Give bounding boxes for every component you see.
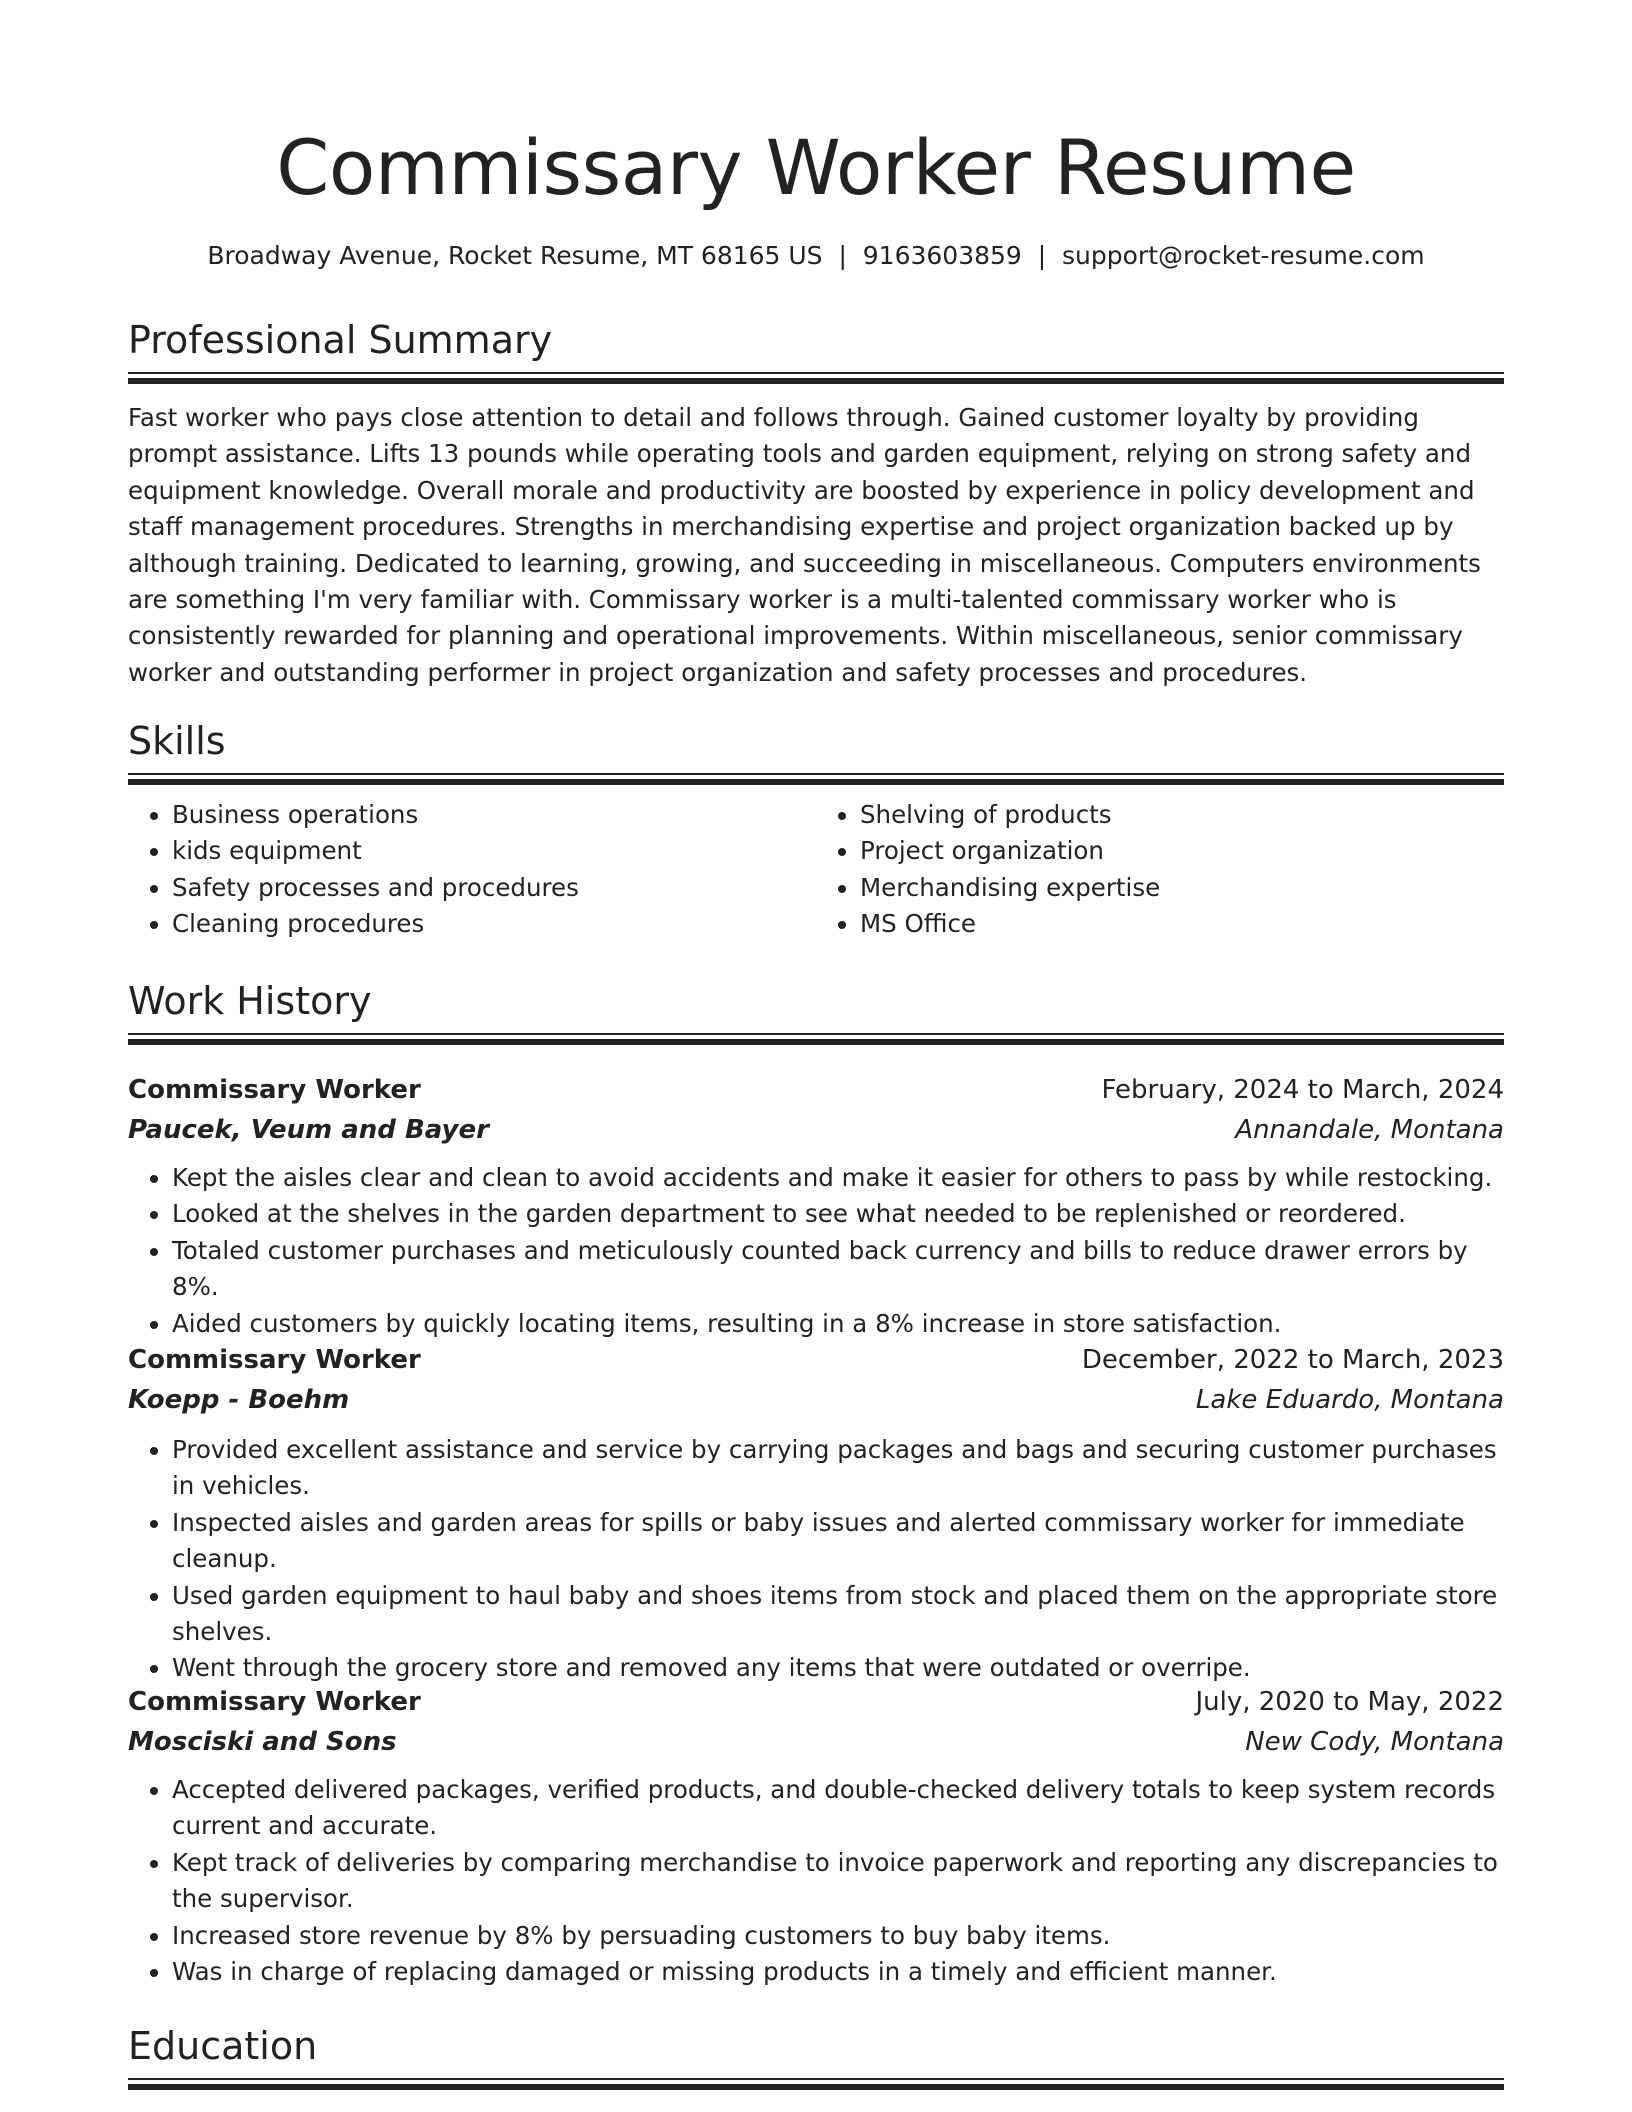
- skill-item: • kids equipment: [172, 833, 816, 869]
- job-duties-list: [128, 1160, 1504, 1342]
- skill-item: • Shelving of products: [860, 797, 1504, 833]
- section-divider: [128, 1033, 1504, 1045]
- job-duty: • Kept track of deliveries by comparing merchandise to invoice paperwork and reporting any discrepancies to the supervisor.: [172, 1845, 1504, 1918]
- job-title: Commissary Worker: [128, 1075, 421, 1105]
- job-duty: • Provided excellent assistance and service by carrying packages and bags and securing customer purchases in vehicles.: [172, 1432, 1504, 1505]
- skill-item: • Merchandising expertise: [860, 870, 1504, 906]
- job-duty: • Used garden equipment to haul baby and shoes items from stock and placed them on the appropriate store shelves.: [172, 1578, 1504, 1651]
- job-company-row: [128, 1380, 1504, 1420]
- job-duty: • Went through the grocery store and removed any items that were outdated or overripe.: [172, 1650, 1504, 1686]
- job-location: New Cody, Montana: [1245, 1727, 1504, 1757]
- job-dates: February, 2024 to March, 2024: [1101, 1075, 1504, 1105]
- job-title: Commissary Worker: [128, 1687, 421, 1717]
- job-duty: • Inspected aisles and garden areas for spills or baby issues and alerted commissary worker for immediate cleanup.: [172, 1505, 1504, 1578]
- work-history-section: [128, 977, 1504, 1045]
- work-history-heading: Work History: [128, 979, 372, 1023]
- job-location: Lake Eduardo, Montana: [1195, 1385, 1504, 1415]
- job-duty: • Increased store revenue by 8% by persuading customers to buy baby items.: [172, 1918, 1504, 1954]
- job-duty: • Totaled customer purchases and meticulously counted back currency and bills to reduce drawer errors by 8%.: [172, 1233, 1504, 1306]
- skills-heading: Skills: [128, 719, 226, 763]
- job-header-row: [128, 1682, 1504, 1722]
- contact-info: Broadway Avenue, Rocket Resume, MT 68165 US | 9163603859 | support@rocket-resume.com: [207, 241, 1425, 270]
- job-company: Paucek, Veum and Bayer: [128, 1115, 489, 1145]
- skill-item: • Project organization: [860, 833, 1504, 869]
- skills-section: [128, 717, 1504, 943]
- job-header-row: [128, 1340, 1504, 1380]
- section-divider: [128, 773, 1504, 785]
- summary-section: [128, 316, 1504, 691]
- job-entry: [128, 1340, 1504, 1687]
- summary-text: Fast worker who pays close attention to detail and follows through. Gained customer loyalty by providing prompt assistance. Lifts 13 pounds while operating tools and garden equipment, relying on strong safety and equipment knowledge. Overall morale and productivity are boosted by experience in policy development and staff management procedures. Strengths in merchandising expertise and project organization backed up by although training. Dedicated to learning, growing, and succeeding in miscellaneous. Computers environments are something I'm very familiar with. Commissary worker is a multi-talented commissary worker who is consistently rewarded for planning and operational improvements. Within miscellaneous, senior commissary worker and outstanding performer in project organization and safety processes and procedures.: [128, 403, 1481, 687]
- skills-list-right: [816, 797, 1504, 943]
- skill-item: • MS Office: [860, 906, 1504, 942]
- job-company-row: [128, 1722, 1504, 1762]
- job-duty: • Accepted delivered packages, verified products, and double-checked delivery totals to keep system records current and accurate.: [172, 1772, 1504, 1845]
- job-company: Mosciski and Sons: [128, 1727, 397, 1757]
- skills-columns: [128, 797, 1504, 943]
- job-duty: • Looked at the shelves in the garden department to see what needed to be replenished or reordered.: [172, 1196, 1504, 1232]
- job-company-row: [128, 1110, 1504, 1150]
- education-section: [128, 2022, 1504, 2090]
- job-dates: July, 2020 to May, 2022: [1195, 1687, 1504, 1717]
- job-entry: [128, 1682, 1504, 1990]
- section-divider: [128, 2078, 1504, 2090]
- job-title: Commissary Worker: [128, 1345, 421, 1375]
- job-duty: • Kept the aisles clear and clean to avoid accidents and make it easier for others to pass by while restocking.: [172, 1160, 1504, 1196]
- job-company: Koepp - Boehm: [128, 1385, 350, 1415]
- job-duties-list: [128, 1772, 1504, 1990]
- resume-title: Commissary Worker Resume: [276, 123, 1356, 212]
- skill-item: • Safety processes and procedures: [172, 870, 816, 906]
- skills-list-left: [128, 797, 816, 943]
- job-duty: • Aided customers by quickly locating items, resulting in a 8% increase in store satisfaction.: [172, 1306, 1504, 1342]
- job-dates: December, 2022 to March, 2023: [1081, 1345, 1504, 1375]
- section-divider: [128, 372, 1504, 384]
- skill-item: • Business operations: [172, 797, 816, 833]
- job-duties-list: [128, 1432, 1504, 1687]
- job-header-row: [128, 1070, 1504, 1110]
- summary-heading: Professional Summary: [128, 318, 553, 362]
- job-entry: [128, 1070, 1504, 1342]
- education-heading: Education: [128, 2024, 318, 2068]
- skill-item: • Cleaning procedures: [172, 906, 816, 942]
- job-duty: • Was in charge of replacing damaged or missing products in a timely and efficient manner.: [172, 1954, 1504, 1990]
- job-location: Annandale, Montana: [1235, 1115, 1504, 1145]
